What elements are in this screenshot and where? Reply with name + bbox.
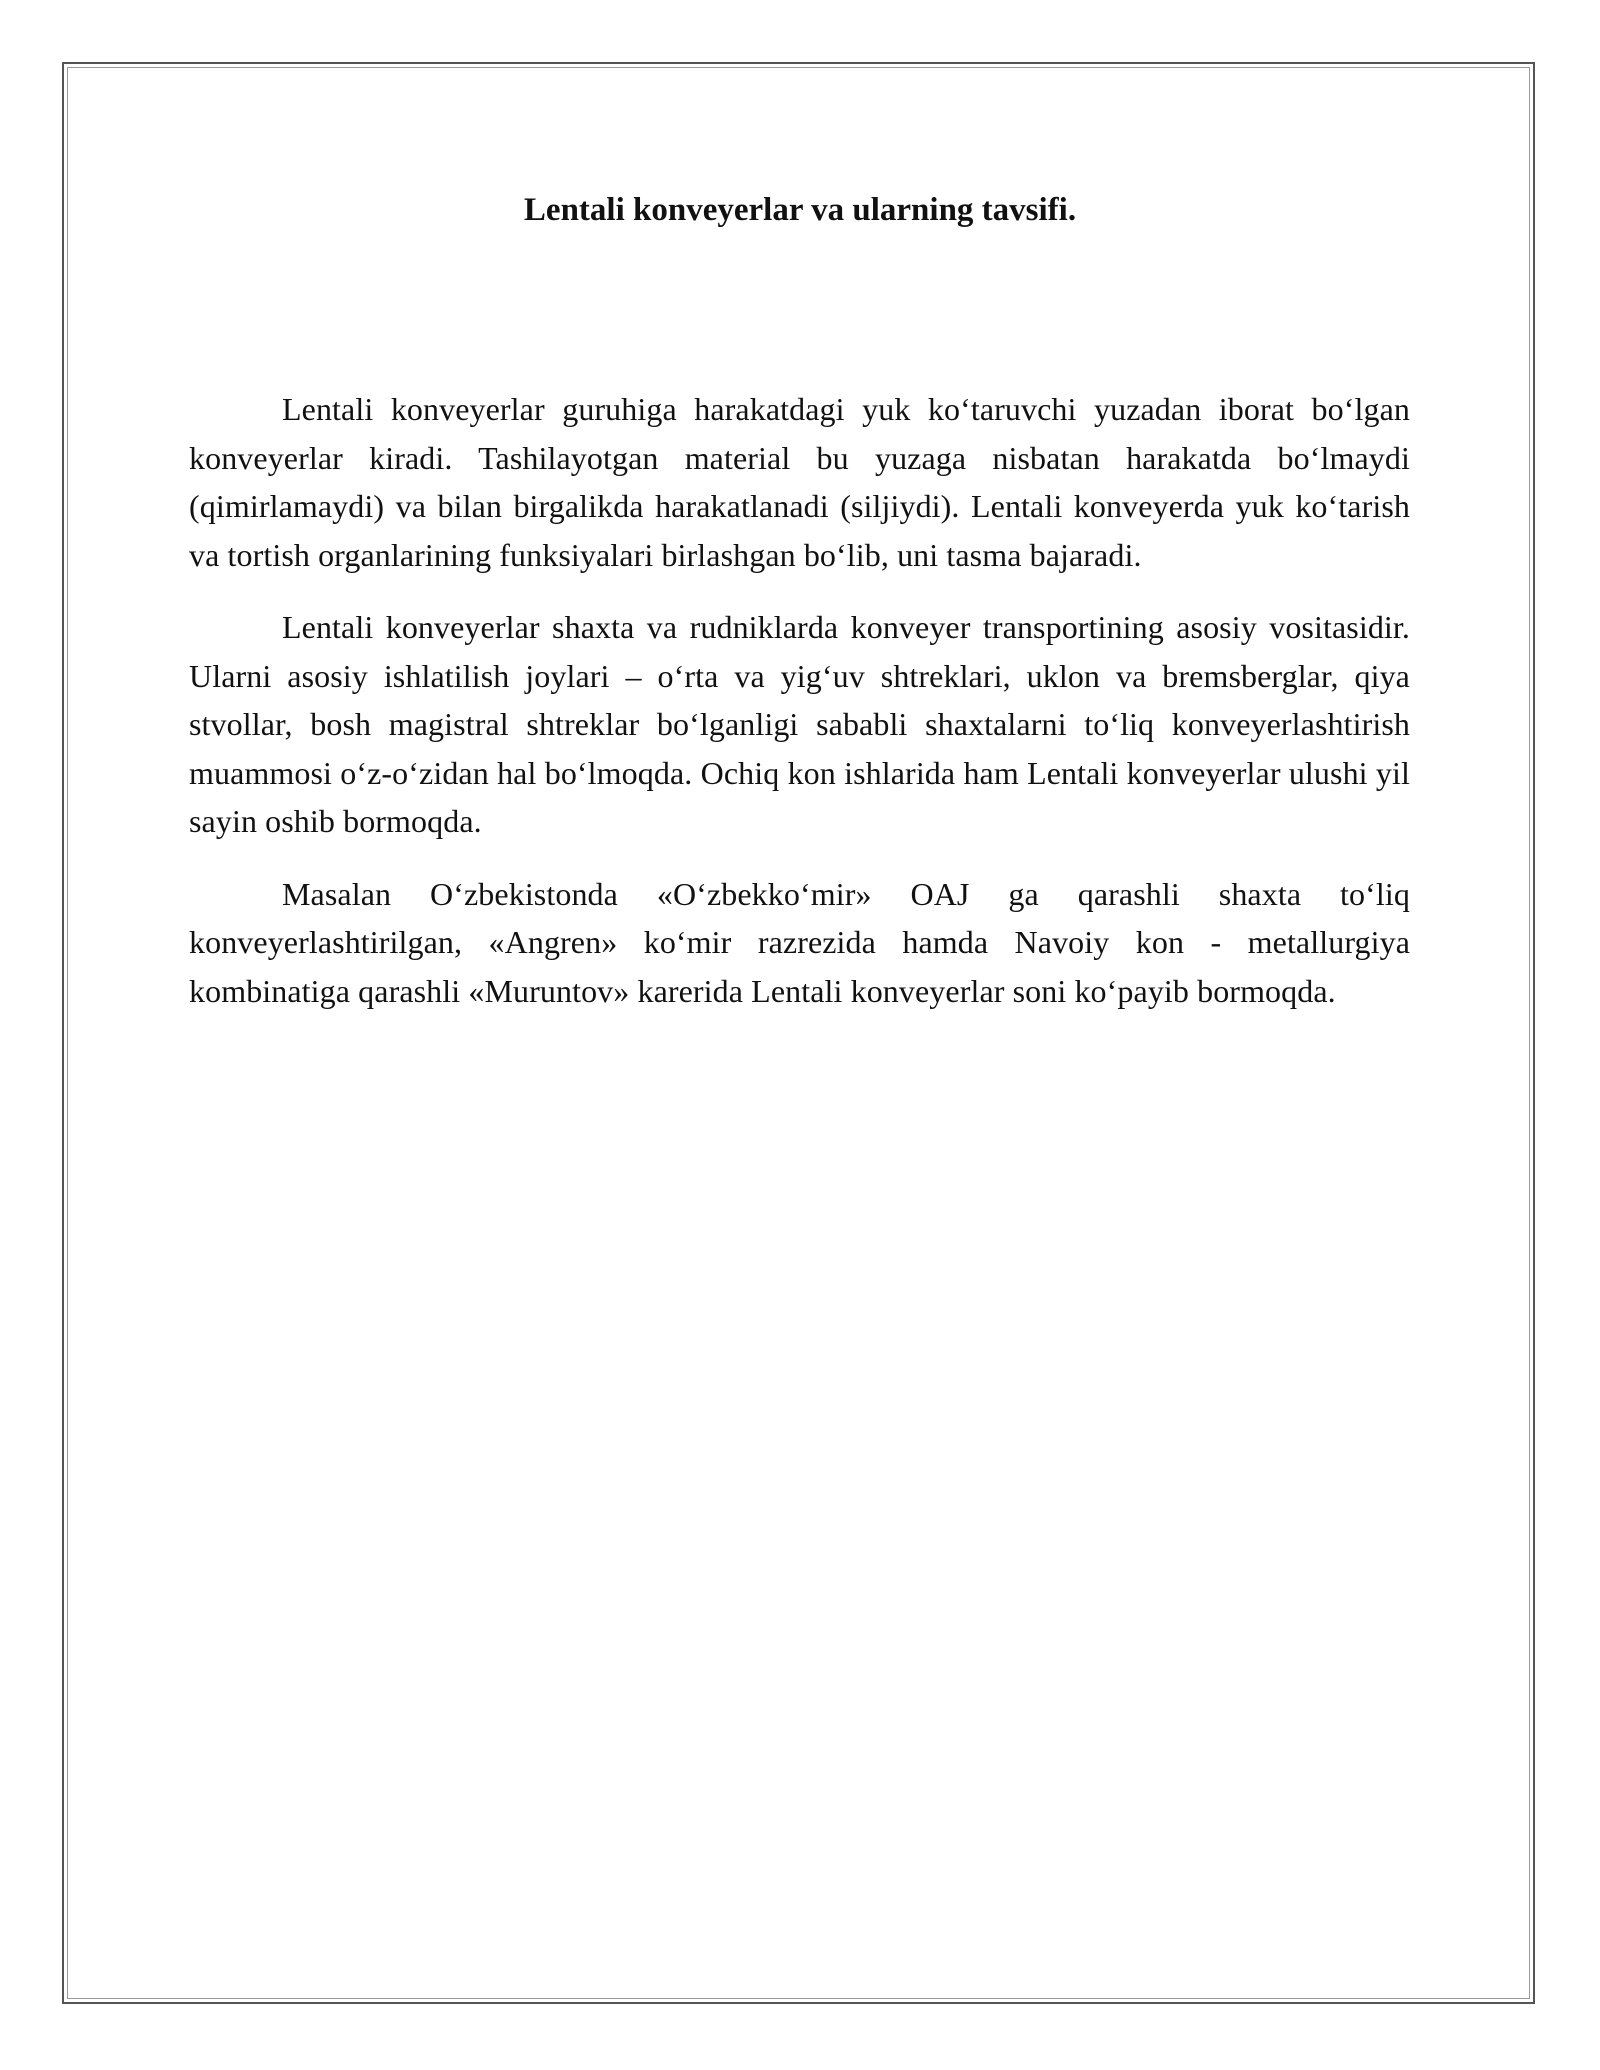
document-title: Lentali konveyerlar va ularning tavsifi. bbox=[523, 192, 1077, 228]
paragraph-1: Lentali konveyerlar guruhiga harakatdagi yuk ko‘taruvchi yuzadan iborat bo‘lgan konveyerlar kiradi. Tashilayotgan material bu yuzaga nisbatan harakatda bo‘lmaydi (qimirlamaydi) va bilan birgalikda harakatlanadi (siljiydi). Lentali konveyerda yuk ko‘tarish va tortish organlarining funksiyalari birlashgan bo‘lib, uni tasma bajaradi. bbox=[189, 391, 1410, 573]
paragraph-2: Lentali konveyerlar shaxta va rudniklarda konveyer transportining asosiy vositasidir. Ularni asosiy ishlatilish joylari – o‘rta va yig‘uv shtreklari, uklon va bremsberglar, qiya stvollar, bosh magistral shtreklar bo‘lganligi sababli shaxtalarni to‘liq konveyerlashtirish muammosi o‘z-o‘zidan hal bo‘lmoqda. Ochiq kon ishlarida ham Lentali konveyerlar ulushi yil sayin oshib bormoqda. bbox=[189, 609, 1410, 839]
paragraph-3: Masalan O‘zbekistonda «O‘zbekko‘mir» OAJ ga qarashli shaxta to‘liq konveyerlashtirilgan, «Angren» ko‘mir razrezida hamda Navoiy kon - metallurgiya kombinatiga qarashli «Muruntov» karerida Lentali konveyerlar soni ko‘payib bormoqda. bbox=[189, 875, 1410, 1009]
document-body bbox=[189, 385, 1410, 1039]
